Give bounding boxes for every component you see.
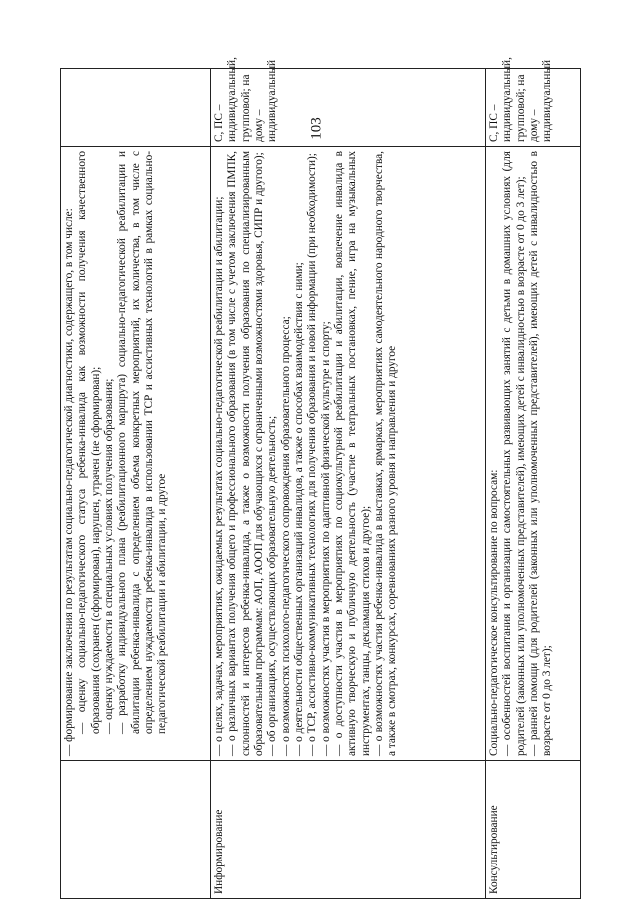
service-content-cell (61, 147, 211, 761)
table-row (61, 69, 211, 899)
content-paragraph: — разработку индивидуального плана (реабилитационного маршрута) социально-педагогической реабилитации и абилитации ребенка-инвалида с определением объема конкретных мероприятий, их количества, в том числе с определением нуждаемости ребенка-инвалида в использовании ТСР и ассистивных технологий в рамках социально-педагогической реабилитации и абилитации, и другое (116, 151, 169, 734)
page-number: 103 (308, 117, 325, 140)
service-form: С, ПС – индивидуальный, групповой; на дому – индивидуальный (488, 57, 554, 142)
service-name-cell (486, 761, 581, 899)
content-paragraph: — о различных вариантах получения общего и профессионального образования (в том числе с учетом заключения ПМПК, склонностей и интересов ребенка-инвалида, а также о возможности получения образования по специализированным образовательным программам: АОП, АООП для обучающихся с ограниченными возможностями здоровья, СИПР и другого); (226, 151, 265, 756)
content-paragraph: — о возможностях участия ребенка-инвалида в выставках, ярмарках, мероприятиях самодеятельного народного творчества, а также в смотрах, конкурсах, соревнованиях разного уровня и направления и другое (372, 151, 399, 756)
content-paragraph: — о целях, задачах, мероприятиях, ожидаемых результатах социально-педагогической реабилитации и абилитации; (213, 196, 225, 756)
service-form: С, ПС – индивидуальный, групповой; на дому – индивидуальный (213, 57, 279, 142)
service-name: Консультирование (488, 805, 500, 894)
service-content-cell (211, 147, 486, 761)
content-paragraph: — о возможностях психолого-педагогического сопровождения образовательного процесса; (279, 316, 292, 756)
content-paragraph: Социально-педагогическое консультирование по вопросам: (488, 469, 500, 756)
rotated-table-container (60, 57, 580, 899)
service-name-cell (211, 761, 486, 899)
service-content-cell (486, 147, 581, 761)
table-row (211, 69, 486, 899)
content-paragraph: — оценку нуждаемости в специальных условиях получения образования; (102, 378, 115, 734)
service-form-cell (211, 57, 486, 147)
service-form-cell (61, 69, 211, 147)
content-paragraph: — о доступности участия в мероприятиях по социокультурной реабилитации и абилитации, вовлечение инвалида в активную творческую и публичную деятельность (участие в театральных постановках, пение, игра на музыкальных инструментах, танцы, декламация стихов и другое); (332, 151, 372, 756)
content-paragraph: — о деятельности общественных организаций инвалидов, а также о способах взаимодействия с ними; (292, 262, 305, 756)
table-row (486, 69, 581, 899)
content-paragraph: — особенностей воспитания и организации самостоятельных развивающих занятий с детьми в домашних условиях (для родителей (законных или уполномоченных представителей), имеющих детей с инвалидностью в возрасте от 0 до 3 лет); (501, 151, 527, 756)
services-table (60, 57, 581, 899)
service-form-cell (486, 57, 581, 147)
content-paragraph: — об организациях, осуществляющих образовательную деятельность; (266, 415, 279, 756)
content-paragraph: — ранней помощи (для родителей (законных или уполномоченных представителей), имеющих детей с инвалидностью в возрасте от 0 до 3 лет); (527, 151, 554, 756)
service-name: Информирование (213, 809, 225, 894)
content-paragraph: — оценку социально-педагогического статуса ребенка-инвалида как возможности получения качественного образования (сохранен (сформирован), нарушен, утрачен (не сформирован); (76, 151, 102, 734)
content-paragraph: — о ТСР, ассистивно-коммуникативных технологиях для получения образования и новой информации (при необходимости); (306, 153, 319, 756)
content-paragraph: — формирование заключения по результатам социально-педагогической диагностики, содержащего, в том числе: (63, 208, 75, 756)
content-paragraph: — о возможностях участия в мероприятиях по адаптивной физической культуре и спорту; (319, 321, 332, 756)
service-name-cell (61, 761, 211, 899)
